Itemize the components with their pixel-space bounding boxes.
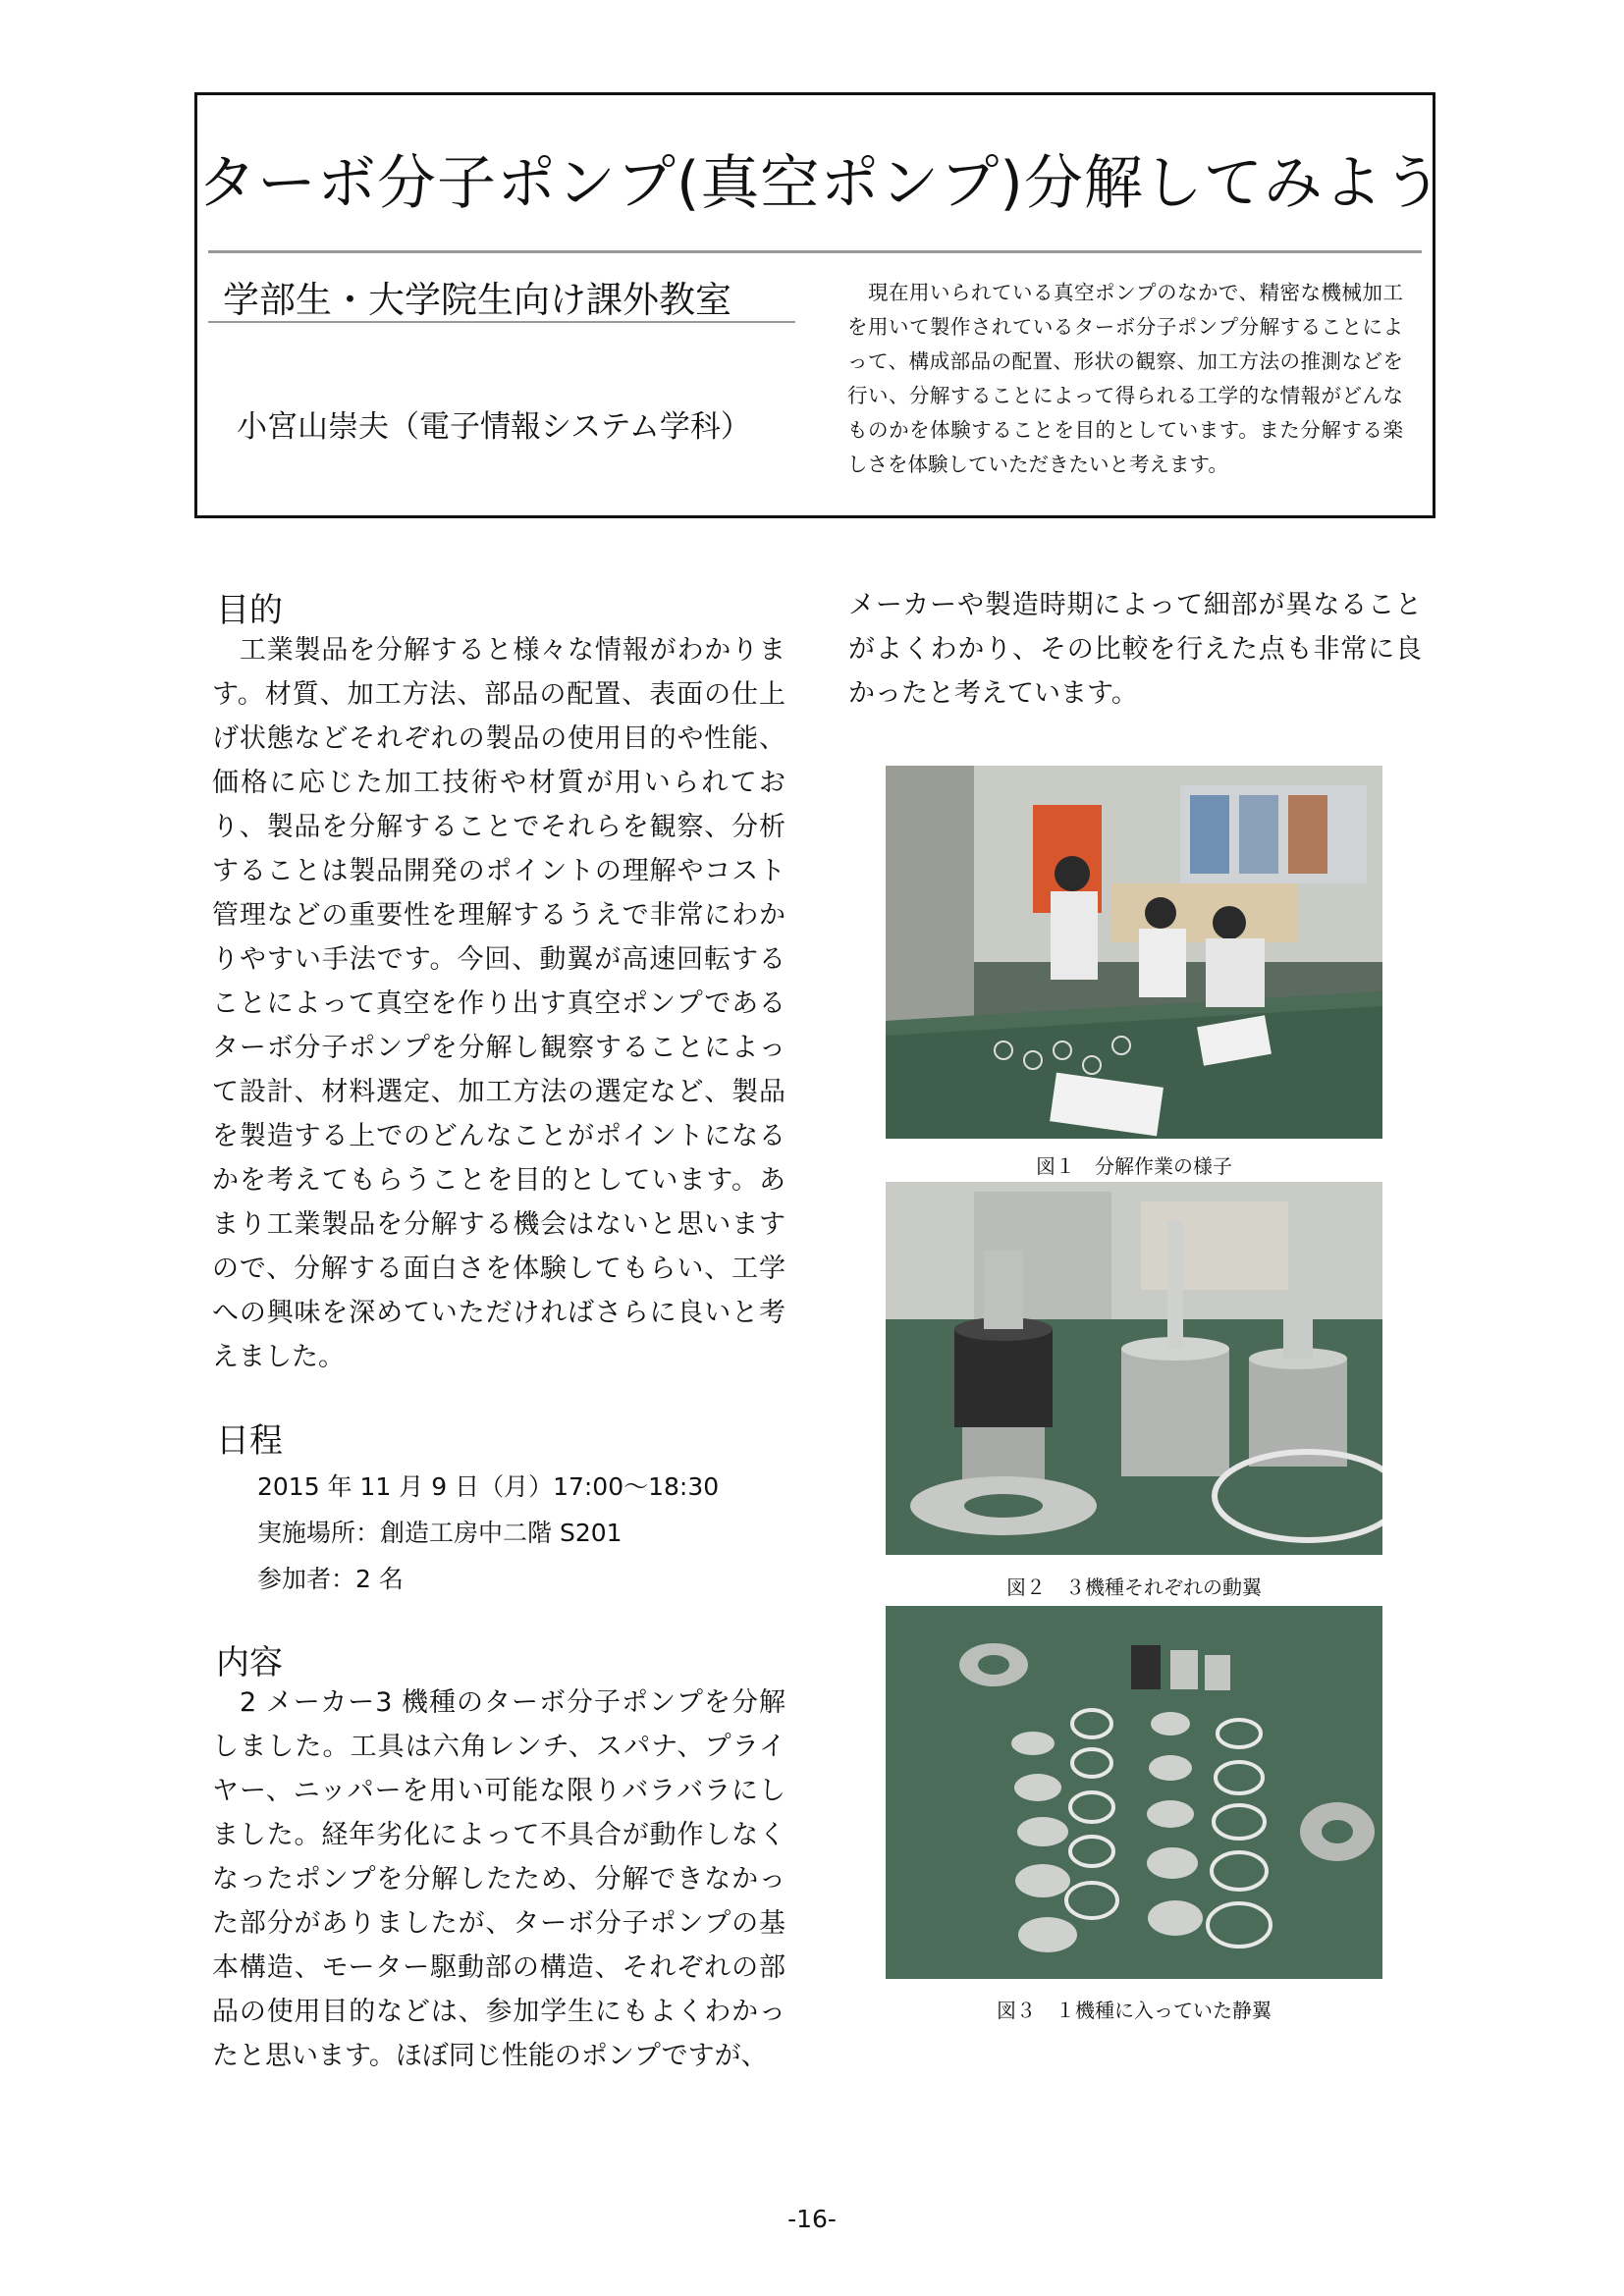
schedule-date: 2015 年 11 月 9 日（月）17:00～18:30 xyxy=(257,1472,720,1501)
figure-1-caption: 図１ 分解作業の様子 xyxy=(1036,1154,1232,1178)
schedule-place: 実施場所：創造工房中二階 S201 xyxy=(257,1519,623,1547)
subtitle-divider xyxy=(208,321,795,323)
subtitle: 学部生・大学院生向け課外教室 xyxy=(223,279,731,321)
purpose-body: 工業製品を分解すると様々な情報がわかります。材質、加工方法、部品の配置、表面の仕上げ状態などそれぞれの製品の使用目的や性能、価格に応じた加工技術や材質が用いられており、製品を分解することでそれらを観察、分析することは製品開発のポイントの理解やコスト管理などの重要性を理解するうえで非常にわかりやすい手法です。今回、動翼が高速回転することによって真空を作り出す真空ポンプであるターボ分子ポンプを分解し観察することによって設計、材料選定、加工方法の選定など、製品を製造する上でのどんなことがポイントになるかを考えてもらうことを目的としています。あまり工業製品を分解する機会はないと思いますので、分解する面白さを体験してもらい、工学への興味を深めていただければさらに良いと考えました。 xyxy=(212,635,785,1372)
figure-3-caption: 図３ １機種に入っていた静翼 xyxy=(997,1999,1272,2022)
schedule-heading: 日程 xyxy=(216,1421,283,1461)
author: 小宮山崇夫（電子情報システム学科） xyxy=(237,409,751,445)
title-divider xyxy=(208,250,1422,253)
content-body-continued: メーカーや製造時期によって細部が異なることがよくわかり、その比較を行えた点も非常に良かったと考えています。 xyxy=(848,590,1422,709)
figure-3-photo xyxy=(886,1606,1382,1979)
summary: 現在用いられている真空ポンプのなかで、精密な機械加工を用いて製作されているターボ分子ポンプ分解することによって、構成部品の配置、形状の観察、加工方法の推測などを行い、分解することによって得られる工学的な情報がどんなものかを体験することを目的としています。また分解する楽しさを体験していただきたいと考えます。 xyxy=(847,281,1403,476)
page-title: ターボ分子ポンプ(真空ポンプ)分解してみよう xyxy=(197,149,1443,218)
figure-2-caption: 図２ ３機種それぞれの動翼 xyxy=(1006,1575,1262,1599)
figure-2-photo xyxy=(886,1182,1382,1555)
figure-1-photo xyxy=(886,766,1382,1139)
purpose-heading: 目的 xyxy=(216,591,283,630)
content-body: 2 メーカー3 機種のターボ分子ポンプを分解しました。工具は六角レンチ、スパナ、プライヤー、ニッパーを用い可能な限りバラバラにしました。経年劣化によって不具合が動作しなくなったポンプを分解したため、分解できなかった部分がありましたが、ターボ分子ポンプの基本構造、モーター駆動部の構造、それぞれの部品の使用目的などは、参加学生にもよくわかったと思います。ほぼ同じ性能のポンプですが、 xyxy=(212,1687,785,2071)
page-number: -16- xyxy=(787,2205,837,2233)
header-box xyxy=(194,92,1443,518)
content-heading: 内容 xyxy=(216,1643,283,1682)
schedule-participants: 参加者：2 名 xyxy=(257,1565,404,1593)
